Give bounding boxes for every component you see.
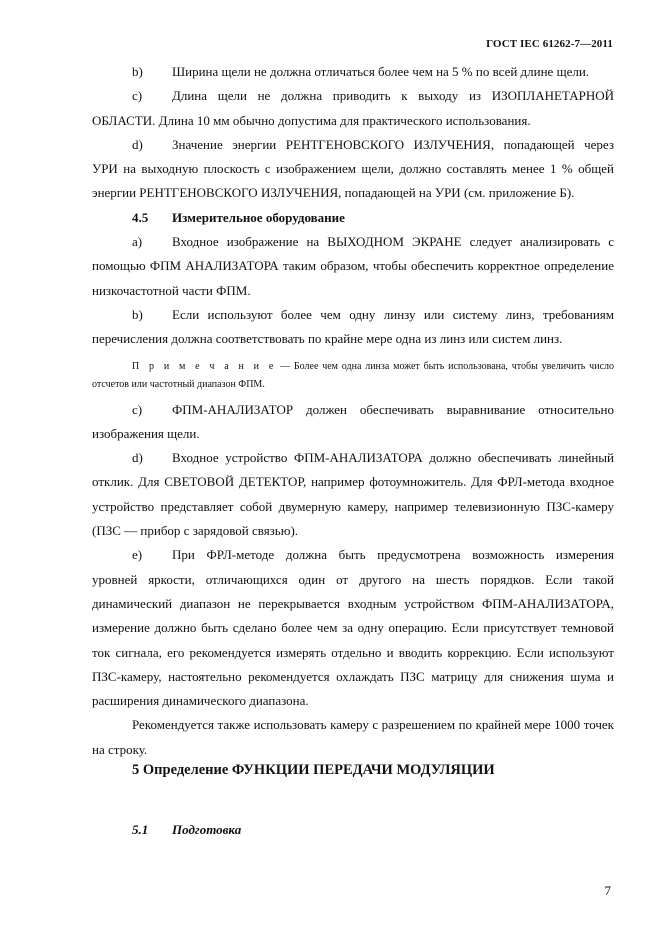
note-label: П р и м е ч а н и е	[132, 360, 277, 372]
list-item-text-line1: Если используют более чем одну линзу или систему линз, требованиям	[172, 306, 614, 322]
list-item-text-line1: При ФРЛ-методе должна быть предусмотрена возможность измерения	[172, 547, 614, 563]
list-item-text-rest: уровней яркости, отличающихся один от другого на шесть порядков. Если такой динамический диапазон не перекрывается входным устройством ФПМ-АНАЛИЗАТОРА, измерение должно быть сделано более чем за одну операцию. Если присутствует темновой ток сигнала, его рекомендуется измерять отдельно и вводить коррекцию. Если используют ПЗС-камеру, настоятельно рекомендуется охлаждать ПЗС матрицу для снижения шума и расширения динамического диапазона.	[92, 571, 614, 709]
section-number: 5.1	[132, 822, 149, 837]
standard-header: ГОСТ IEC 61262-7—2011	[486, 38, 613, 50]
list-item-c	[92, 84, 614, 133]
list-item-d	[92, 133, 614, 206]
list-item-4-5-e	[92, 543, 614, 713]
list-marker: c)	[132, 88, 143, 104]
list-marker: c)	[132, 401, 143, 417]
list-item-text-rest: ОБЛАСТИ. Длина 10 мм обычно допустима для практического использования.	[92, 112, 531, 128]
note-text: — Более чем одна линза может быть использована, чтобы увеличить число отсчетов или частотный диапазон ФПМ.	[92, 360, 614, 390]
body-text	[92, 60, 614, 762]
section-title: Подготовка	[172, 822, 242, 837]
list-item-4-5-c	[92, 398, 614, 447]
recommendation-paragraph: Рекомендуется также использовать камеру с разрешением по крайней мере 1000 точек на строку.	[92, 717, 614, 757]
section-4-5-heading	[92, 206, 614, 230]
section-number: 4.5	[132, 209, 149, 225]
section-5-1-heading	[132, 822, 241, 838]
list-marker: e)	[132, 547, 143, 563]
list-item-text-rest: перечисления должна соответствовать по крайне мере одна из линз или систем линз.	[92, 331, 563, 347]
section-title: Измерительное оборудование	[172, 209, 345, 225]
list-item-text-rest: отклик. Для СВЕТОВОЙ ДЕТЕКТОР, например фотоумножитель. Для ФРЛ-метода входное устройство представляет собой двумерную камеру, например телевизионную ПЗС-камеру (ПЗС — прибор с зарядовой связью).	[92, 474, 614, 539]
list-item-text-line1: Входное устройство ФПМ-АНАЛИЗАТОРА должно обеспечивать линейный	[172, 450, 614, 466]
list-item-text-rest: помощью ФПМ АНАЛИЗАТОРА таким образом, чтобы обеспечить корректное определение низкочастотной части ФПМ.	[92, 258, 614, 298]
list-item-text-rest: изображения щели.	[92, 425, 200, 441]
list-item-text: Ширина щели не должна отличаться более чем на 5 % по всей длине щели.	[172, 64, 590, 79]
list-item-text-line1: Входное изображение на ВЫХОДНОМ ЭКРАНЕ следует анализировать с	[172, 234, 614, 250]
list-marker: b)	[132, 64, 143, 79]
section-5-heading: 5 Определение ФУНКЦИИ ПЕРЕДАЧИ МОДУЛЯЦИИ	[132, 762, 495, 778]
list-item-b	[92, 60, 614, 84]
list-item-4-5-d	[92, 446, 614, 543]
page-number: 7	[604, 883, 611, 898]
list-item-4-5-a	[92, 230, 614, 303]
list-marker: a)	[132, 234, 143, 250]
list-item-text-line1: ФПМ-АНАЛИЗАТОР должен обеспечивать выравнивание относительно	[172, 401, 614, 417]
note	[92, 358, 614, 394]
list-marker: b)	[132, 306, 143, 322]
list-marker: d)	[132, 136, 143, 152]
list-item-text-rest: УРИ на выходную плоскость с изображением щели, должно составлять менее 1 % общей энергии РЕНТГЕНОВСКОГО ИЗЛУЧЕНИЯ, попадающей на УРИ (см. приложение Б).	[92, 161, 614, 201]
list-item-text-line1: Значение энергии РЕНТГЕНОВСКОГО ИЗЛУЧЕНИЯ, попадающей через	[172, 136, 614, 152]
list-item-text-line1: Длина щели не должна приводить к выходу из ИЗОПЛАНЕТАРНОЙ	[172, 88, 614, 104]
list-item-4-5-b	[92, 303, 614, 352]
list-marker: d)	[132, 450, 143, 466]
